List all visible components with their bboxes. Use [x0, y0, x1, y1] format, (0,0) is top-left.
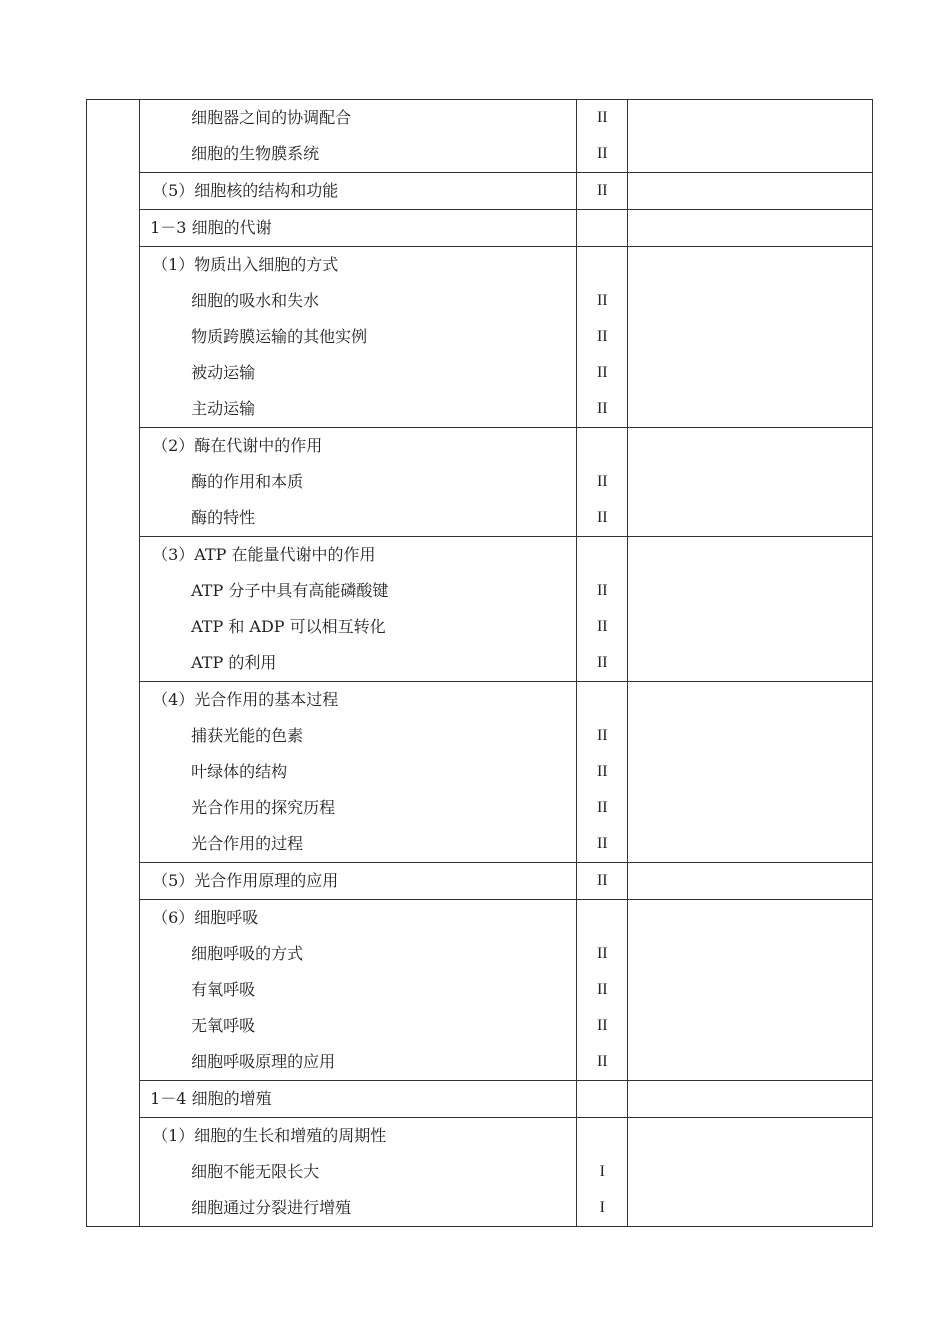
section-heading: 1－3 细胞的代谢 — [150, 218, 272, 237]
topic-text: （1）细胞的生长和增殖的周期性 — [152, 1126, 387, 1145]
level-mark: II — [596, 145, 608, 162]
topic-text: 无氧呼吸 — [191, 1016, 256, 1035]
level-mark: II — [596, 727, 608, 744]
level-mark: II — [596, 473, 608, 490]
topic-text: （5）光合作用原理的应用 — [152, 871, 339, 890]
table-row — [87, 428, 873, 537]
topic-text: 捕获光能的色素 — [191, 726, 304, 745]
topic-text: 被动运输 — [191, 363, 256, 382]
topic-text: 细胞呼吸原理的应用 — [191, 1052, 336, 1071]
topic-text: 酶的特性 — [191, 508, 256, 527]
level-mark — [577, 682, 627, 718]
topic-text: 主动运输 — [191, 399, 256, 418]
table-row — [87, 1081, 873, 1118]
topic-text: （5）细胞核的结构和功能 — [152, 181, 339, 200]
notes-cell — [628, 682, 873, 863]
topic-text: （4）光合作用的基本过程 — [152, 690, 339, 709]
level-mark: II — [596, 109, 608, 126]
level-mark — [577, 537, 627, 573]
table-row — [87, 247, 873, 428]
level-cell — [577, 863, 628, 900]
level-mark: II — [596, 945, 608, 962]
level-mark: II — [596, 364, 608, 381]
content-cell — [140, 1118, 577, 1227]
topic-text: （2）酶在代谢中的作用 — [152, 436, 323, 455]
level-cell — [577, 100, 628, 173]
notes-cell — [628, 537, 873, 682]
level-cell — [577, 247, 628, 428]
topic-text: 有氧呼吸 — [191, 980, 256, 999]
topic-text: （1）物质出入细胞的方式 — [152, 255, 339, 274]
topic-text: （3）ATP 在能量代谢中的作用 — [152, 545, 376, 564]
level-cell — [577, 900, 628, 1081]
notes-cell — [628, 428, 873, 537]
level-cell — [577, 210, 628, 247]
level-mark — [577, 210, 627, 246]
level-mark: II — [596, 400, 608, 417]
level-cell — [577, 1118, 628, 1227]
topic-text: 叶绿体的结构 — [191, 762, 288, 781]
content-cell — [140, 247, 577, 428]
level-mark: II — [596, 872, 608, 889]
level-mark — [577, 1081, 627, 1117]
level-mark: II — [596, 509, 608, 526]
level-cell — [577, 428, 628, 537]
level-mark: II — [596, 981, 608, 998]
notes-cell — [628, 100, 873, 173]
level-mark — [577, 900, 627, 936]
content-cell — [140, 173, 577, 210]
table-row — [87, 900, 873, 1081]
level-mark: II — [596, 835, 608, 852]
level-mark: I — [599, 1163, 605, 1180]
level-mark: II — [596, 618, 608, 635]
table-row — [87, 1118, 873, 1227]
content-cell — [140, 863, 577, 900]
level-mark — [577, 428, 627, 464]
table-row — [87, 682, 873, 863]
topic-text: 细胞通过分裂进行增殖 — [191, 1198, 352, 1217]
notes-cell — [628, 900, 873, 1081]
topic-text: 细胞呼吸的方式 — [191, 944, 304, 963]
level-mark — [577, 1118, 627, 1154]
topic-text: ATP 的利用 — [191, 653, 277, 672]
level-mark: II — [596, 182, 608, 199]
level-mark: II — [596, 1017, 608, 1034]
syllabus-table-body — [87, 100, 873, 1227]
topic-text: ATP 和 ADP 可以相互转化 — [191, 617, 386, 636]
table-row — [87, 210, 873, 247]
level-mark: II — [596, 292, 608, 309]
topic-text: 细胞的吸水和失水 — [191, 291, 320, 310]
section-heading: 1－4 细胞的增殖 — [150, 1089, 272, 1108]
topic-text: 细胞的生物膜系统 — [191, 144, 320, 163]
level-mark: I — [599, 1199, 605, 1216]
topic-text: 细胞不能无限长大 — [191, 1162, 320, 1181]
level-cell — [577, 173, 628, 210]
content-cell — [140, 537, 577, 682]
topic-text: ATP 分子中具有高能磷酸键 — [191, 581, 389, 600]
notes-cell — [628, 863, 873, 900]
topic-text: 细胞器之间的协调配合 — [191, 108, 352, 127]
content-cell — [140, 1081, 577, 1118]
content-cell — [140, 900, 577, 1081]
level-cell — [577, 537, 628, 682]
syllabus-table — [86, 99, 873, 1227]
table-row — [87, 173, 873, 210]
level-cell — [577, 1081, 628, 1118]
table-row — [87, 100, 873, 173]
level-mark: II — [596, 582, 608, 599]
level-mark: II — [596, 763, 608, 780]
notes-cell — [628, 247, 873, 428]
level-cell — [577, 682, 628, 863]
content-cell — [140, 428, 577, 537]
table-row — [87, 537, 873, 682]
topic-text: （6）细胞呼吸 — [152, 908, 259, 927]
left-margin-cell — [87, 100, 140, 1227]
notes-cell — [628, 1118, 873, 1227]
table-row — [87, 863, 873, 900]
topic-text: 酶的作用和本质 — [191, 472, 304, 491]
level-mark: II — [596, 328, 608, 345]
notes-cell — [628, 1081, 873, 1118]
topic-text: 光合作用的过程 — [191, 834, 304, 853]
content-cell — [140, 100, 577, 173]
content-cell — [140, 682, 577, 863]
topic-text: 光合作用的探究历程 — [191, 798, 336, 817]
level-mark — [577, 247, 627, 283]
notes-cell — [628, 173, 873, 210]
level-mark: II — [596, 654, 608, 671]
topic-text: 物质跨膜运输的其他实例 — [191, 327, 368, 346]
content-cell — [140, 210, 577, 247]
notes-cell — [628, 210, 873, 247]
level-mark: II — [596, 1053, 608, 1070]
level-mark: II — [596, 799, 608, 816]
